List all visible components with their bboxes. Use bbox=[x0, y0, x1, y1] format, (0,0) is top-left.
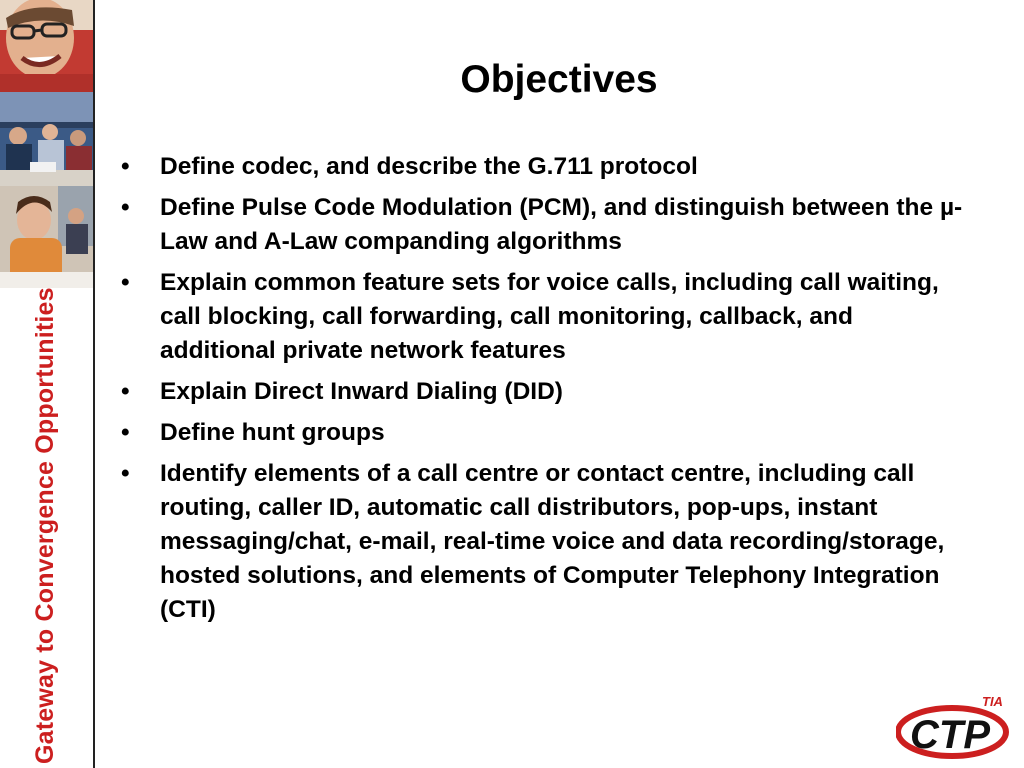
list-item bbox=[118, 150, 968, 184]
bullet-text: Define Pulse Code Modulation (PCM), and distinguish between the µ-Law and A-Law companding algorithms bbox=[160, 194, 963, 255]
bullet-text: Explain common feature sets for voice calls, including call waiting, call blocking, call forwarding, call monitoring, callback, and additional private network features bbox=[160, 269, 939, 364]
bullet-glyph: • bbox=[121, 153, 130, 180]
objectives-list bbox=[118, 150, 968, 634]
bullet-glyph: • bbox=[121, 194, 130, 221]
bullet-glyph: • bbox=[121, 460, 130, 487]
list-item bbox=[118, 266, 968, 368]
ctp-tia-logo bbox=[896, 690, 1011, 760]
photo-smiling-man bbox=[0, 0, 93, 92]
bullet-glyph: • bbox=[121, 378, 130, 405]
photo-classroom bbox=[0, 92, 93, 186]
list-item bbox=[118, 457, 968, 627]
bullet-text: Explain Direct Inward Dialing (DID) bbox=[160, 378, 563, 405]
list-item bbox=[118, 375, 968, 409]
photo-woman-at-desk bbox=[0, 186, 93, 288]
sidebar-vertical-tagline: Gateway to Convergence Opportunities bbox=[31, 287, 59, 764]
list-item bbox=[118, 191, 968, 259]
bullet-text: Define hunt groups bbox=[160, 419, 385, 446]
list-item bbox=[118, 416, 968, 450]
sidebar bbox=[0, 0, 95, 768]
bullet-text: Define codec, and describe the G.711 protocol bbox=[160, 153, 698, 180]
bullet-glyph: • bbox=[121, 269, 130, 296]
logo-wordmark: CTP bbox=[910, 713, 990, 757]
bullet-text: Identify elements of a call centre or contact centre, including call routing, caller ID, automatic call distributors, pop-ups, instant messaging/chat, e-mail, real-time voice and data recording/storage, hosted solutions, and elements of Computer Telephony Integration (CTI) bbox=[160, 460, 945, 623]
bullet-glyph: • bbox=[121, 419, 130, 446]
logo-superscript: TIA bbox=[982, 694, 1003, 709]
slide-title: Objectives bbox=[460, 58, 658, 101]
